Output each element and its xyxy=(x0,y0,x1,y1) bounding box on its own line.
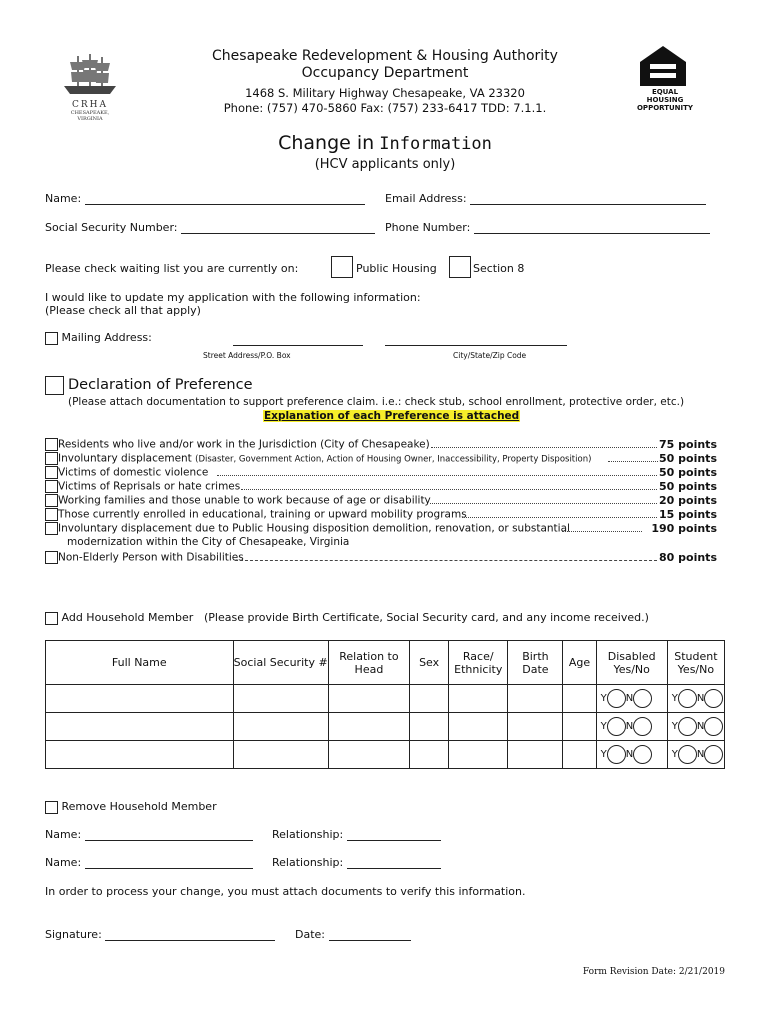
no-label: N xyxy=(696,749,705,760)
mailing-address-checkbox[interactable] xyxy=(45,332,58,345)
pref-points-6: 15 points xyxy=(659,508,717,521)
pref-small-2: (Disaster, Government Action, Action of Housing Owner, Inaccessibility, Property Disposition) xyxy=(195,454,592,465)
cell-ssn[interactable] xyxy=(233,713,328,741)
yes-label: Y xyxy=(671,749,678,760)
cell-sex[interactable] xyxy=(410,713,449,741)
pref-points-4: 50 points xyxy=(659,480,717,493)
pref-label-8: Non-Elderly Person with Disabilities xyxy=(58,551,244,564)
cell-name[interactable] xyxy=(46,685,234,713)
cell-birth[interactable] xyxy=(508,713,563,741)
preference-note: (Please attach documentation to support preference claim. i.e.: check stub, school enrollment, protective order, etc.) xyxy=(68,396,685,408)
col-relation: Relation to Head xyxy=(328,641,409,685)
remove-name-label: Name: xyxy=(45,828,82,841)
yes-label: Y xyxy=(671,721,678,732)
mailing-address-label: Mailing Address: xyxy=(61,331,152,344)
pref-label-2: Involuntary displacement xyxy=(58,452,192,465)
pref-label-7b: modernization within the City of Chesapeake, Virginia xyxy=(67,536,350,548)
yes-label: Y xyxy=(600,693,607,704)
yes-label: Y xyxy=(600,749,607,760)
form-title: Change in xyxy=(278,132,375,154)
name-label: Name: xyxy=(45,192,82,205)
col-age: Age xyxy=(563,641,596,685)
col-student: Student Yes/No xyxy=(667,641,724,685)
pref-points-8: 80 points xyxy=(659,551,717,564)
pref-points-2: 50 points xyxy=(659,452,717,465)
equal-housing-logo xyxy=(634,44,696,112)
no-radio[interactable] xyxy=(633,689,652,708)
section8-checkbox[interactable] xyxy=(449,256,471,278)
pref-checkbox-1[interactable] xyxy=(45,438,58,451)
yes-radio[interactable] xyxy=(607,689,626,708)
table-row xyxy=(46,741,725,769)
yes-label: Y xyxy=(671,693,678,704)
cell-race[interactable] xyxy=(449,713,508,741)
form-subtitle: (HCV applicants only) xyxy=(314,157,456,172)
remove-household-label: Remove Household Member xyxy=(61,800,217,813)
update-instruction-2: (Please check all that apply) xyxy=(45,304,201,317)
cell-age[interactable] xyxy=(563,685,596,713)
remove-name-field-1[interactable] xyxy=(85,828,253,841)
section8-label: Section 8 xyxy=(473,262,525,275)
yes-radio[interactable] xyxy=(678,717,697,736)
pref-checkbox-3[interactable] xyxy=(45,466,58,479)
eho-line1: EQUAL HOUSING xyxy=(646,88,684,104)
pref-checkbox-2[interactable] xyxy=(45,452,58,465)
no-label: N xyxy=(696,693,705,704)
col-race: Race/ Ethnicity xyxy=(449,641,508,685)
remove-name-label-2: Name: xyxy=(45,856,82,869)
no-radio[interactable] xyxy=(633,717,652,736)
col-sex: Sex xyxy=(410,641,449,685)
org-phone: Phone: (757) 470-5860 Fax: (757) 233-6417 TDD: 7.1.1. xyxy=(223,101,547,115)
cell-name[interactable] xyxy=(46,741,234,769)
pref-label-3: Victims of domestic violence xyxy=(58,466,209,479)
no-radio[interactable] xyxy=(704,717,723,736)
table-row xyxy=(46,685,725,713)
col-full-name: Full Name xyxy=(46,641,234,685)
waiting-list-label: Please check waiting list you are currently on: xyxy=(45,262,299,275)
revision-date: Form Revision Date: 2/21/2019 xyxy=(582,967,725,977)
cell-race[interactable] xyxy=(449,741,508,769)
email-field[interactable] xyxy=(470,192,706,205)
table-row xyxy=(46,713,725,741)
date-label: Date: xyxy=(295,928,325,941)
phone-field[interactable] xyxy=(474,221,710,234)
pref-points-3: 50 points xyxy=(659,466,717,479)
process-note: In order to process your change, you must attach documents to verify this information. xyxy=(45,885,526,898)
relationship-label: Relationship: xyxy=(272,828,344,841)
add-household-note: (Please provide Birth Certificate, Social Security card, and any income received.) xyxy=(204,611,649,624)
signature-label: Signature: xyxy=(45,928,102,941)
add-household-label: Add Household Member xyxy=(61,611,194,624)
preference-explanation-highlight: Explanation of each Preference is attached xyxy=(264,410,520,422)
eho-line2: OPPORTUNITY xyxy=(636,104,693,112)
pref-points-5: 20 points xyxy=(659,494,717,507)
city-caption: City/State/Zip Code xyxy=(453,351,527,360)
logo-subtext: CHESAPEAKE, VIRGINIA xyxy=(70,110,110,122)
pref-checkbox-6[interactable] xyxy=(45,508,58,521)
city-state-zip-field[interactable] xyxy=(385,333,567,346)
no-label: N xyxy=(625,693,634,704)
cell-birth[interactable] xyxy=(508,741,563,769)
cell-birth[interactable] xyxy=(508,685,563,713)
yes-radio[interactable] xyxy=(607,717,626,736)
pref-label-7: Involuntary displacement due to Public Housing disposition demolition, renovation, or substantial xyxy=(58,522,570,535)
pref-checkbox-8[interactable] xyxy=(45,551,58,564)
cell-ssn[interactable] xyxy=(233,685,328,713)
pref-label-6: Those currently enrolled in educational, training or upward mobility programs xyxy=(58,508,467,521)
public-housing-checkbox[interactable] xyxy=(331,256,353,278)
logo-text: CRHA xyxy=(71,100,108,110)
cell-age[interactable] xyxy=(563,741,596,769)
no-label: N xyxy=(625,749,634,760)
cell-age[interactable] xyxy=(563,713,596,741)
pref-checkbox-4[interactable] xyxy=(45,480,58,493)
street-address-field[interactable] xyxy=(233,333,363,346)
cell-ssn[interactable] xyxy=(233,741,328,769)
phone-label: Phone Number: xyxy=(385,221,471,234)
pref-label-4: Victims of Reprisals or hate crimes xyxy=(58,480,241,493)
yes-radio[interactable] xyxy=(678,745,697,764)
cell-relation[interactable] xyxy=(328,713,409,741)
cell-race[interactable] xyxy=(449,685,508,713)
org-name: Chesapeake Redevelopment & Housing Authority xyxy=(212,48,558,64)
no-label: N xyxy=(625,721,634,732)
signature-field[interactable] xyxy=(105,928,275,941)
preference-checkbox[interactable] xyxy=(45,376,64,395)
pref-checkbox-5[interactable] xyxy=(45,494,58,507)
yes-radio[interactable] xyxy=(607,745,626,764)
date-field[interactable] xyxy=(329,928,411,941)
relationship-field-1[interactable] xyxy=(347,828,441,841)
remove-name-field-2[interactable] xyxy=(85,856,253,869)
col-disabled: Disabled Yes/No xyxy=(596,641,667,685)
ssn-label: Social Security Number: xyxy=(45,221,178,234)
no-radio[interactable] xyxy=(704,745,723,764)
add-household-checkbox[interactable] xyxy=(45,612,58,625)
no-radio[interactable] xyxy=(704,689,723,708)
preference-heading: Declaration of Preference xyxy=(68,377,253,393)
org-address: 1468 S. Military Highway Chesapeake, VA 23320 xyxy=(245,86,525,100)
yes-label: Y xyxy=(600,721,607,732)
crha-logo xyxy=(58,52,122,122)
relationship-field-2[interactable] xyxy=(347,856,441,869)
public-housing-label: Public Housing xyxy=(356,262,437,275)
cell-relation[interactable] xyxy=(328,741,409,769)
remove-household-checkbox[interactable] xyxy=(45,801,58,814)
form-title-2: Information xyxy=(379,134,492,154)
relationship-label-2: Relationship: xyxy=(272,856,344,869)
name-field[interactable] xyxy=(85,192,365,205)
cell-sex[interactable] xyxy=(410,741,449,769)
pref-checkbox-7[interactable] xyxy=(45,522,58,535)
pref-label-1: Residents who live and/or work in the Jurisdiction (City of Chesapeake) xyxy=(58,438,430,451)
col-ssn: Social Security # xyxy=(233,641,328,685)
ssn-field[interactable] xyxy=(181,221,375,234)
pref-points-7: 190 points xyxy=(651,522,717,535)
street-address-caption: Street Address/P.O. Box xyxy=(203,351,291,360)
pref-label-5: Working families and those unable to work because of age or disability xyxy=(58,494,431,507)
dept-name: Occupancy Department xyxy=(301,65,469,81)
col-birth-date: Birth Date xyxy=(508,641,563,685)
cell-sex[interactable] xyxy=(410,685,449,713)
household-table xyxy=(45,640,725,769)
no-radio[interactable] xyxy=(633,745,652,764)
ship-icon xyxy=(58,52,122,96)
house-icon xyxy=(638,44,688,88)
pref-points-1: 75 points xyxy=(659,438,717,451)
cell-relation[interactable] xyxy=(328,685,409,713)
cell-name[interactable] xyxy=(46,713,234,741)
no-label: N xyxy=(696,721,705,732)
update-instruction: I would like to update my application with the following information: xyxy=(45,291,421,304)
email-label: Email Address: xyxy=(385,192,467,205)
yes-radio[interactable] xyxy=(678,689,697,708)
